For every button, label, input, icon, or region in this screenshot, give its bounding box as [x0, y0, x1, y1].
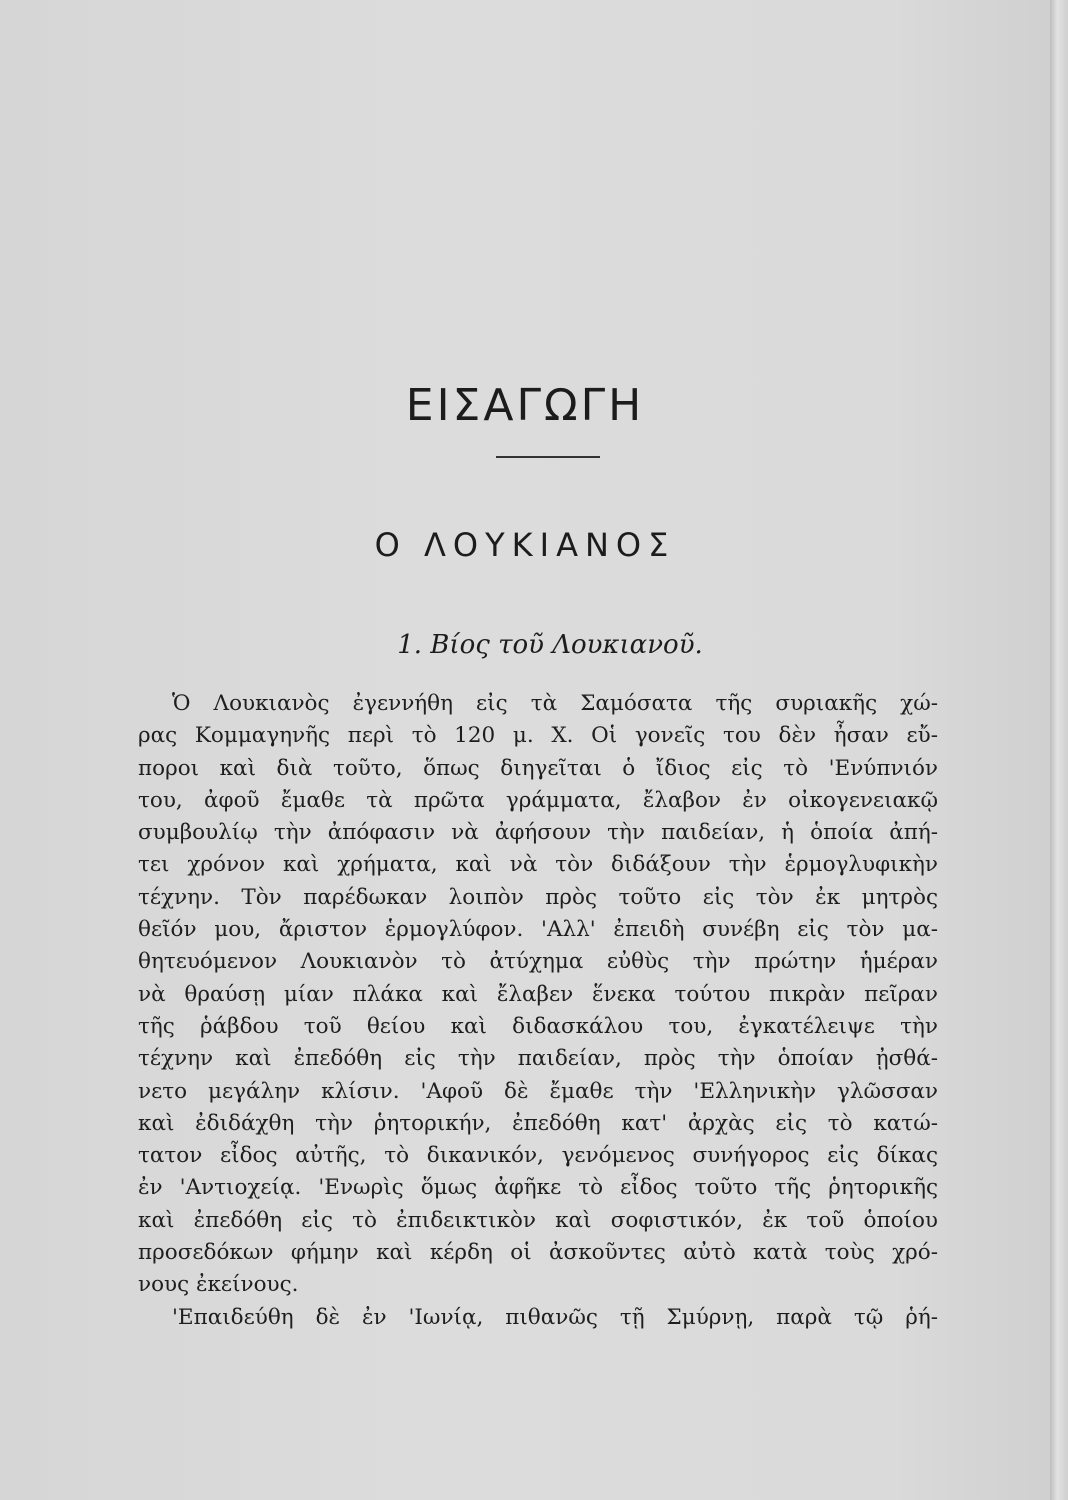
text-line: συμβουλίῳ τὴν ἀπόφασιν νὰ ἀφήσουν τὴν παιδείαν, ἡ ὁποία ἀπή-	[138, 820, 938, 846]
page-title: ΕΙΣΑΓΩΓΗ	[405, 380, 645, 431]
text-line: τει χρόνον καὶ χρήματα, καὶ νὰ τὸν διδάξουν τὴν ἑρμογλυφικὴν	[138, 852, 938, 878]
text-line: νους ἐκείνους.	[138, 1272, 299, 1298]
text-line: νὰ θραύσῃ μίαν πλάκα καὶ ἔλαβεν ἕνεκα τούτου πικρὰν πεῖραν	[138, 981, 938, 1007]
text-line: ἐν 'Αντιοχείᾳ. 'Ενωρὶς ὅμως ἀφῆκε τὸ εἶδος τοῦτο τῆς ῥητορικῆς	[138, 1175, 938, 1201]
text-line: τατον εἶδος αὐτῆς, τὸ δικανικόν, γενόμενος συνήγορος εἰς δίκας	[138, 1143, 938, 1169]
text-line: θεῖόν μου, ἄριστον ἑρμογλύφον. 'Αλλ' ἐπειδὴ συνέβη εἰς τὸν μα-	[138, 917, 938, 943]
text-line: νετο μεγάλην κλίσιν. 'Αφοῦ δὲ ἔμαθε τὴν 'Ελληνικὴν γλῶσσαν	[138, 1078, 938, 1104]
text-line: τέχνην. Τὸν παρέδωκαν λοιπὸν πρὸς τοῦτο εἰς τὸν ἐκ μητρὸς	[138, 884, 938, 910]
text-line: τῆς ῥάβδου τοῦ θείου καὶ διδασκάλου του, ἐγκατέλειψε τὴν	[138, 1013, 938, 1039]
text-line: θητευόμενον Λουκιανὸν τὸ ἀτύχημα εὐθὺς τὴν πρώτην ἡμέραν	[138, 949, 938, 975]
text-line: προσεδόκων φήμην καὶ κέρδη οἱ ἀσκοῦντες αὐτὸ κατὰ τοὺς χρό-	[138, 1240, 938, 1266]
chapter-subtitle: Ο ΛΟΥΚΙΑΝΟΣ	[374, 526, 676, 564]
text-line: καὶ ἐπεδόθη εἰς τὸ ἐπιδεικτικὸν καὶ σοφιστικόν, ἐκ τοῦ ὁποίου	[138, 1207, 938, 1233]
text-line: καὶ ἐδιδάχθη τὴν ῥητορικήν, ἐπεδόθη κατ' ἀρχὰς εἰς τὸ κατώ-	[138, 1110, 938, 1136]
text-line: του, ἀφοῦ ἔμαθε τὰ πρῶτα γράμματα, ἔλαβον ἐν οἰκογενειακῷ	[138, 787, 938, 813]
text-line: ποροι καὶ διὰ τοῦτο, ὅπως διηγεῖται ὁ ἴδιος εἰς τὸ 'Ενύπνιόν	[138, 755, 938, 781]
body-text	[138, 688, 938, 1334]
section-heading: 1. Βίος τοῦ Λουκιανοῦ.	[397, 630, 703, 660]
title-divider	[496, 456, 600, 458]
text-line: 'Επαιδεύθη δὲ ἐν 'Ιωνίᾳ, πιθανῶς τῇ Σμύρνῃ, παρὰ τῷ ῥή-	[172, 1304, 938, 1330]
text-line: ρας Κομμαγηνῆς περὶ τὸ 120 μ. Χ. Οἱ γονεῖς του δὲν ἦσαν εὔ-	[138, 723, 938, 749]
text-line: Ὁ Λουκιανὸς ἐγεννήθη εἰς τὰ Σαμόσατα τῆς συριακῆς χώ-	[172, 691, 938, 716]
text-line: τέχνην καὶ ἐπεδόθη εἰς τὴν παιδείαν, πρὸς τὴν ὁποίαν ᾐσθά-	[138, 1046, 938, 1072]
page-edge	[1050, 0, 1068, 1500]
